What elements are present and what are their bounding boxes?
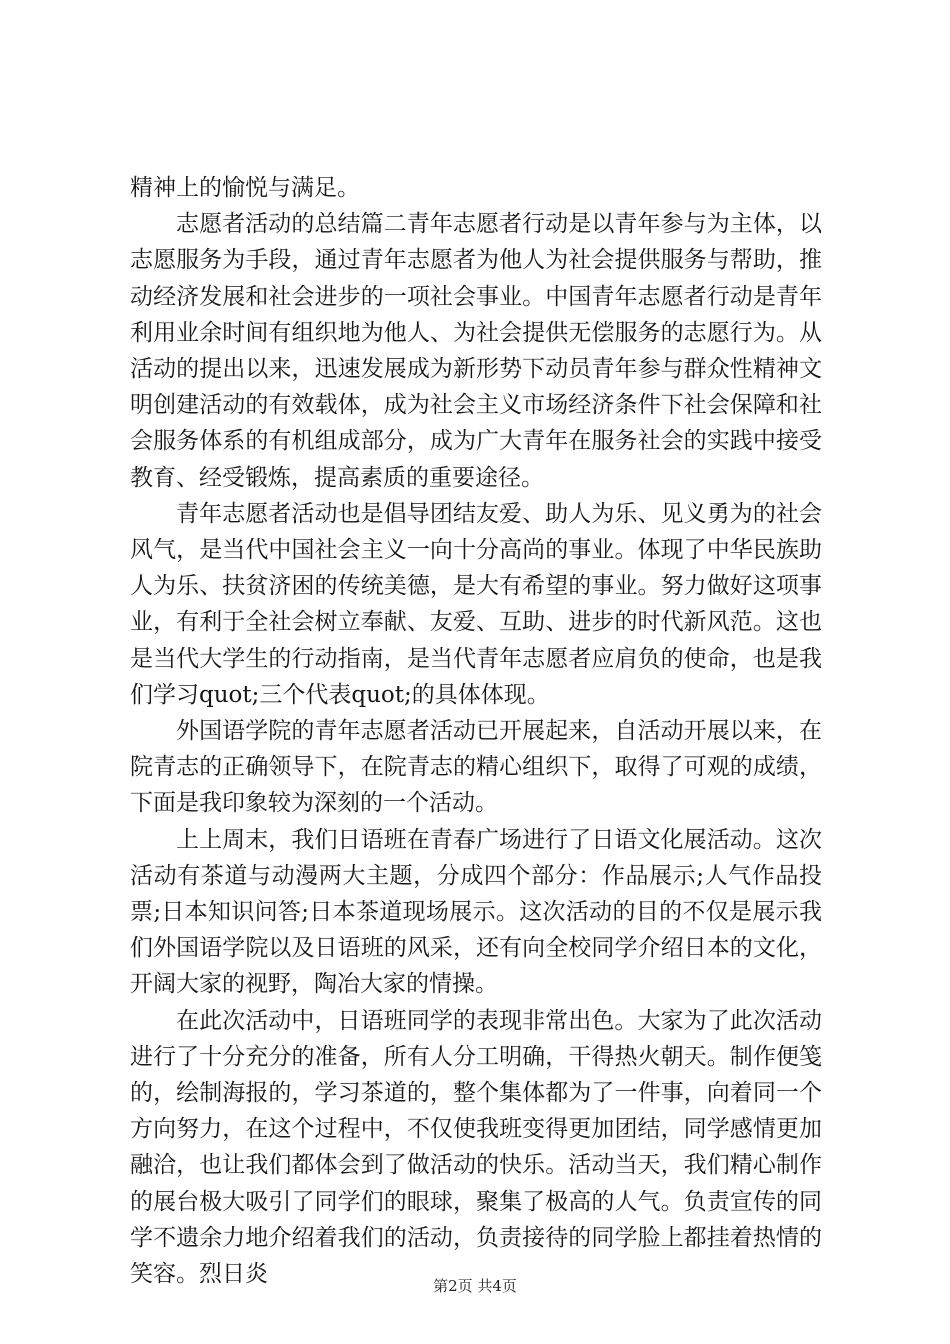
paragraph-foreign-language-college: 外国语学院的青年志愿者活动已开展起来，自活动开展以来，在院青志的正确领导下，在院青志的精心组织下，取得了可观的成绩，下面是我印象较为深刻的一个活动。 xyxy=(130,718,822,817)
paragraph-japanese-culture-event: 上上周末，我们日语班在青春广场进行了日语文化展活动。这次活动有茶道与动漫两大主题，分成四个部分：作品展示;人气作品投票;日本知识问答;日本茶道现场展示。这次活动的目的不仅是展示我们外国语学院以及日语班的风采，还有向全校同学介绍日本的文化，开阔大家的视野，陶冶大家的情操。 xyxy=(130,826,822,998)
page-footer: 第2页 共4页 xyxy=(433,1277,517,1295)
paragraph-class-performance: 在此次活动中，日语班同学的表现非常出色。大家为了此次活动进行了十分充分的准备，所有人分工明确，干得热火朝天。制作便笺的，绘制海报的，学习茶道的，整个集体都为了一件事，向着同一个方向努力，在这个过程中，不仅使我班变得更加团结，同学感情更加融洽，也让我们都体会到了做活动的快乐。活动当天，我们精心制作的展台极大吸引了同学们的眼球，聚集了极高的人气。负责宣传的同学不遗余力地介绍着我们的活动，负责接待的同学脸上都挂着热情的笑容。烈日炎 xyxy=(130,1007,822,1288)
paragraph-continuation: 精神上的愉悦与满足。 xyxy=(130,175,360,201)
paragraph-social-spirit: 青年志愿者活动也是倡导团结友爱、助人为乐、见义勇为的社会风气，是当代中国社会主义一向十分高尚的事业。体现了中华民族助人为乐、扶贫济困的传统美德，是大有希望的事业。努力做好这项事业，有利于全社会树立奉献、友爱、互助、进步的时代新风范。这也是当代大学生的行动指南，是当代青年志愿者应肩负的使命，也是我们学习quot;三个代表quot;的具体体现。 xyxy=(130,500,822,708)
document-body xyxy=(130,170,822,1292)
paragraph-volunteer-summary: 志愿者活动的总结篇二青年志愿者行动是以青年参与为主体，以志愿服务为手段，通过青年志愿者为他人为社会提供服务与帮助，推动经济发展和社会进步的一项社会事业。中国青年志愿者行动是青年利用业余时间有组织地为他人、为社会提供无偿服务的志愿行为。从活动的提出以来，迅速发展成为新形势下动员青年参与群众性精神文明创建活动的有效载体，成为社会主义市场经济条件下社会保障和社会服务体系的有机组成部分，成为广大青年在服务社会的实践中接受教育、经受锻炼，提高素质的重要途径。 xyxy=(130,211,822,491)
